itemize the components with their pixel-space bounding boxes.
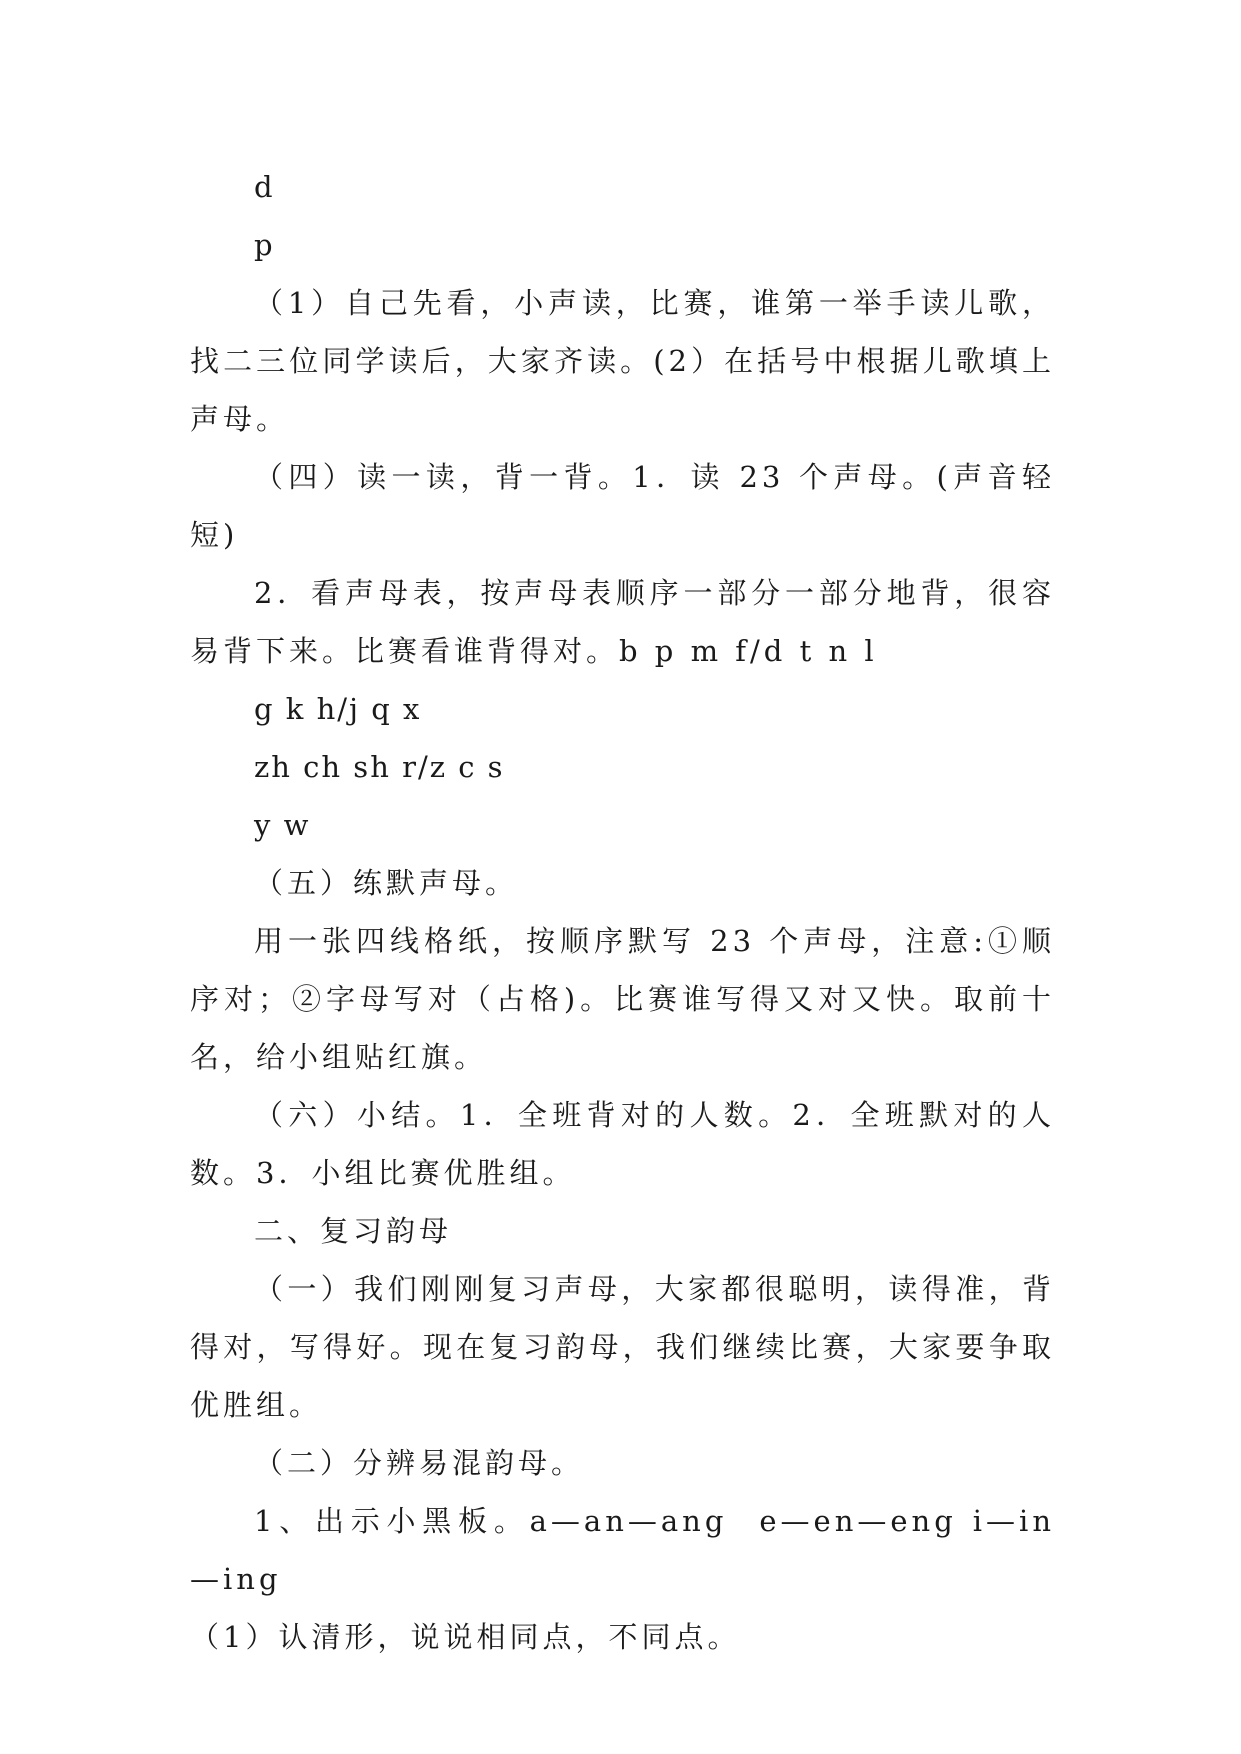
paragraph-recite-table: 2．看声母表，按声母表顺序一部分一部分地背，很容易背下来。比赛看谁背得对。b p m f/d t n l [190,576,1055,668]
paragraph-dictation: 用一张四线格纸，按顺序默写 23 个声母，注意:①顺序对；②字母写对（占格)。比赛谁写得又对又快。取前十名，给小组贴红旗。 [190,924,1055,1074]
paragraph-section-five: （五）练默声母。 [254,866,519,900]
document-body [190,158,1055,1666]
paragraph-initials-row-3: zh ch sh r/z c s [254,750,505,784]
paragraph-section-four: （四）读一读，背一背。1．读 23 个声母。(声音轻短) [190,460,1055,552]
paragraph-section-six: （六）小结。1．全班背对的人数。2．全班默对的人数。3．小组比赛优胜组。 [190,1098,1055,1190]
paragraph-letter-p: p [254,228,277,262]
paragraph-initials-row-4: y w [254,808,311,842]
paragraph-blackboard: 1、出示小黑板。a—an—ang e—en—eng i—in—ing [190,1504,1055,1596]
paragraph-distinguish-finals: （二）分辨易混韵母。 [254,1446,585,1480]
paragraph-initials-row-2: g k h/j q x [254,692,422,726]
paragraph-compare-shapes: （1）认清形，说说相同点，不同点。 [190,1620,741,1654]
paragraph-reading-activity: （1）自己先看，小声读，比赛，谁第一举手读儿歌，找二三位同学读后，大家齐读。(2）在括号中根据儿歌填上声母。 [190,286,1055,436]
paragraph-letter-d: d [254,170,277,204]
heading-review-finals: 二、复习韵母 [254,1214,453,1248]
paragraph-finals-intro: （一）我们刚刚复习声母，大家都很聪明，读得准，背得对，写得好。现在复习韵母，我们继续比赛，大家要争取优胜组。 [190,1272,1055,1422]
